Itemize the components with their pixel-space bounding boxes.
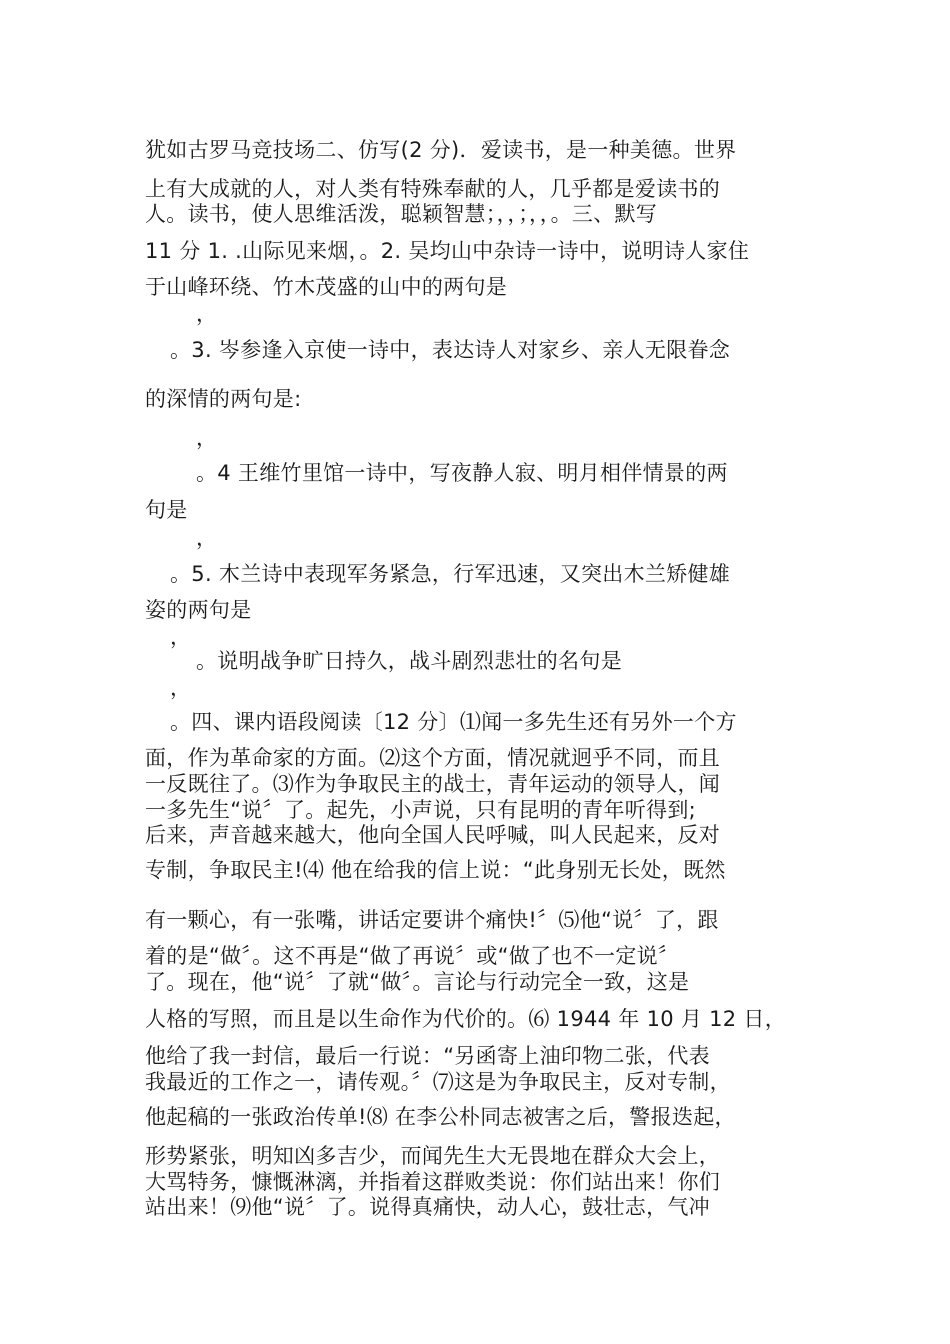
text-line: 犹如古罗马竞技场二、仿写(2 分)．爱读书，是一种美德。世界 [145, 138, 737, 162]
text-line: 人格的写照，而且是以生命作为代价的。⑹ 1944 年 10 月 12 日， [145, 1007, 787, 1031]
text-line: ， [170, 676, 192, 700]
text-line: 后来，声音越来越大，他向全国人民呼喊，叫人民起来，反对 [145, 823, 721, 847]
text-line: ， [196, 302, 218, 326]
text-line: 了。现在，他“说〞了就“做〞。言论与行动完全一致，这是 [145, 970, 690, 994]
text-line: 上有大成就的人，对人类有特殊奉献的人，几乎都是爱读书的 [145, 177, 721, 201]
text-line: 大骂特务，慷慨淋漓，并指着这群败类说：你们站出来！你们 [145, 1170, 721, 1194]
text-line: ， [196, 526, 218, 550]
text-line: 人。读书，使人思维活泼，聪颖智慧；，，；，，。三、默写 [145, 202, 658, 226]
text-line: 他起稿的一张政治传单!⑻ 在李公朴同志被害之后，警报迭起， [145, 1105, 736, 1129]
text-line: 站出来！⑼他“说〞了。说得真痛快，动人心，鼓壮志，气冲 [145, 1195, 710, 1219]
text-line: 的深情的两句是: [145, 387, 302, 411]
text-line: 专制，争取民主!⑷ 他在给我的信上说：“此身别无长处，既然 [145, 858, 726, 882]
text-line: 。四、课内语段阅读〔12 分〕⑴闻一多先生还有另外一个方 [170, 710, 737, 734]
text-line: 一反既往了。⑶作为争取民主的战士，青年运动的领导人，闻 [145, 772, 721, 796]
text-line: 面，作为革命家的方面。⑵这个方面，情况就迥乎不同，而且 [145, 746, 721, 770]
text-line: 一多先生“说〞了。起先，小声说，只有昆明的青年听得到; [145, 798, 697, 822]
text-line: 。3. 岑参逢入京使一诗中，表达诗人对家乡、亲人无限眷念 [170, 338, 731, 362]
text-line: 我最近的工作之一，请传观。〞⑺这是为争取民主，反对专制， [145, 1070, 731, 1094]
text-line: 。5. 木兰诗中表现军务紧急，行军迅速，又突出木兰矫健雄 [170, 562, 731, 586]
text-line: ， [170, 625, 192, 649]
text-line: 形势紧张，明知凶多吉少，而闻先生大无畏地在群众大会上， [145, 1144, 721, 1168]
text-line: 句是 [145, 498, 188, 522]
text-line: 。4 王维竹里馆一诗中，写夜静人寂、明月相伴情景的两 [196, 461, 728, 485]
text-line: 着的是“做〞。这不再是“做了再说〞或“做了也不一定说〞 [145, 944, 680, 968]
text-line: 11 分 1. .山际见来烟，。2. 吴均山中杂诗一诗中，说明诗人家住 [145, 239, 750, 263]
text-line: ， [196, 426, 218, 450]
text-line: 姿的两句是 [145, 598, 252, 622]
text-line: 于山峰环绕、竹木茂盛的山中的两句是 [145, 275, 508, 299]
text-line: 有一颗心，有一张嘴，讲话定要讲个痛快!〞⑸他“说〞了，跟 [145, 908, 719, 932]
text-line: 。说明战争旷日持久，战斗剧烈悲壮的名句是 [196, 649, 622, 673]
text-line: 他给了我一封信，最后一行说：“另函寄上油印物二张，代表 [145, 1044, 710, 1068]
